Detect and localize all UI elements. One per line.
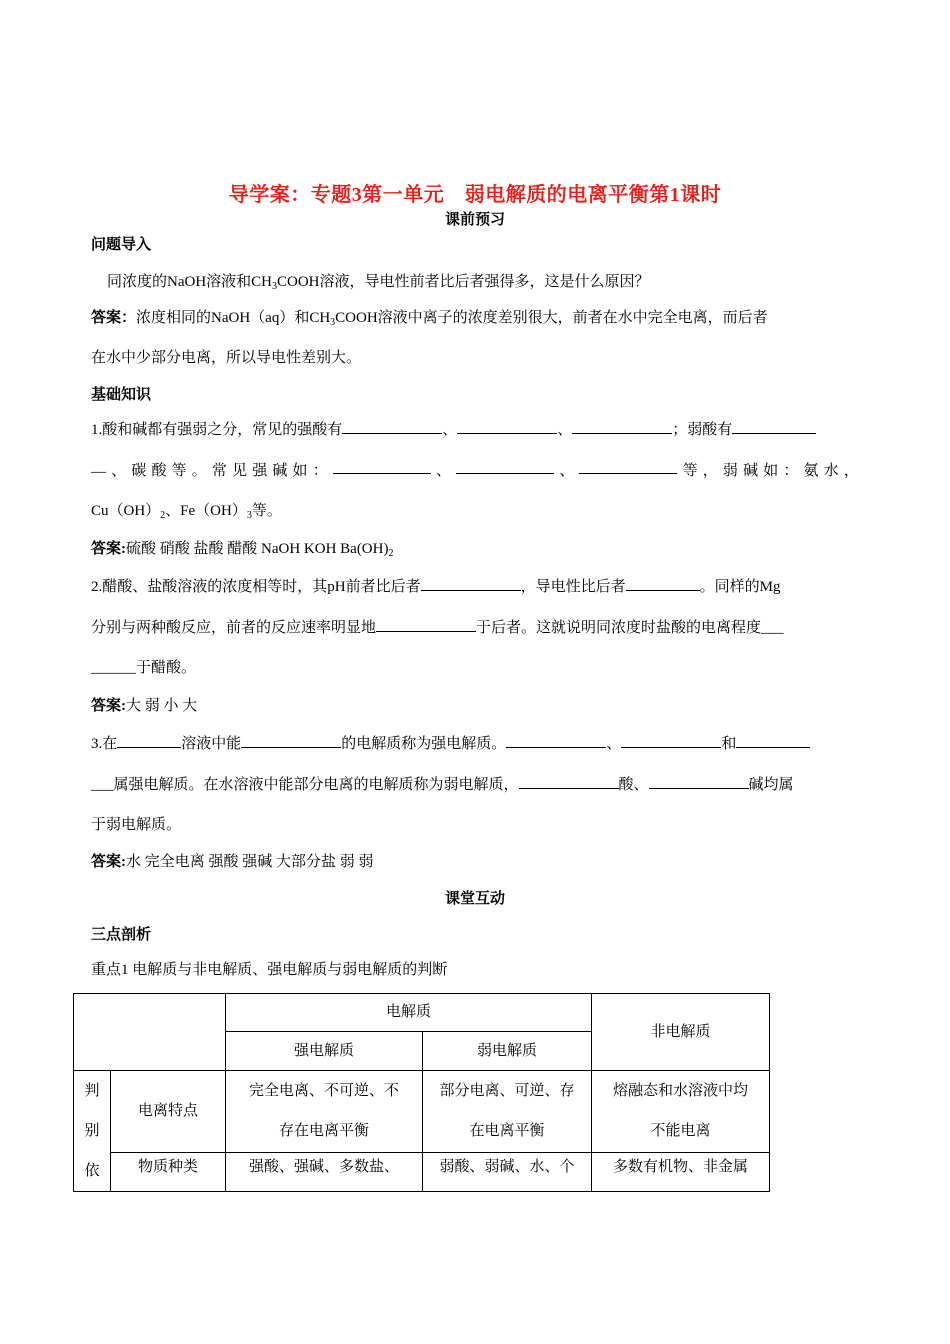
- header-electrolyte: 电解质: [226, 994, 592, 1032]
- row-ionization-label: 电离特点: [111, 1071, 226, 1153]
- intro-answer-line1: 答案：浓度相同的NaOH（aq）和$CH_3COOH$溶液中离子的浓度差别很大，前者在水中完全电离，而后者: [91, 310, 768, 328]
- cell-ionization-weak: 部分电离、可逆、存 在电离平衡: [423, 1071, 592, 1153]
- q1-line3: $Cu(OH)_2$、$Fe(OH)_3$等。: [91, 503, 282, 521]
- electrolyte-table: [73, 993, 770, 1192]
- header-strong: 强电解质: [226, 1032, 423, 1071]
- cell-ionization-non: 熔融态和水溶液中均 不能电离: [592, 1071, 770, 1153]
- cell-ionization-strong: 完全电离、不可逆、不 存在电离平衡: [226, 1071, 423, 1153]
- header-non-electrolyte: 非电解质: [592, 994, 770, 1071]
- header-weak: 弱电解质: [423, 1032, 592, 1071]
- intro-answer-line2: 在水中少部分电离，所以导电性差别大。: [91, 350, 362, 366]
- q2-line2: 分别与两种酸反应，前者的反应速率明显地 于后者。这就说明同浓度时盐酸的电离程度___: [91, 616, 784, 637]
- basis-label: 判 别 依: [74, 1071, 111, 1192]
- cell-substance-weak: 弱酸、弱碱、水、个: [423, 1152, 592, 1191]
- row-substance-label: 物质种类: [111, 1152, 226, 1191]
- q1-line1: 1.酸和碱都有强弱之分，常见的强酸有 、 、 ；弱酸有: [91, 418, 816, 439]
- analysis-heading: 三点剖析: [91, 927, 152, 943]
- key-point-1: 重点1 电解质与非电解质、强电解质与弱电解质的判断: [91, 962, 448, 978]
- answer-1: 答案:硫酸 硝酸 盐酸 醋酸 NaOH KOH $Ba(OH)_2$: [91, 541, 394, 559]
- q3-line2: ___属强电解质。在水溶液中能部分电离的电解质称为弱电解质， 酸、 碱均属: [91, 773, 794, 794]
- table-corner: [74, 994, 226, 1071]
- cell-substance-strong: 强酸、强碱、多数盐、: [226, 1152, 423, 1191]
- intro-heading: 问题导入: [91, 237, 152, 253]
- q3-line1: 3.在 溶液中能 的电解质称为强电解质。 、 和: [91, 732, 810, 753]
- q2-line1: 2.醋酸、盐酸溶液的浓度相等时，其pH前者比后者 ，导电性比后者 。同样的Mg: [91, 575, 780, 596]
- intro-question: 同浓度的NaOH溶液和$CH_3COOH$溶液，导电性前者比后者强得多，这是什么原因？: [107, 274, 650, 292]
- page-title: 导学案：专题3第一单元 弱电解质的电离平衡第1课时: [228, 184, 722, 206]
- q3-line3: 于弱电解质。: [91, 817, 182, 833]
- answer-2: 答案:大 弱 小 大: [91, 698, 198, 714]
- cell-substance-non: 多数有机物、非金属: [592, 1152, 770, 1191]
- basics-heading: 基础知识: [91, 387, 152, 403]
- section-heading-preview: 课前预习: [444, 212, 505, 228]
- q1-line2: __ 、 碳 酸 等 。 常 见 强 碱 如 ： 、 、 等 ， 弱 碱 如 ： 氨 水 ，: [91, 459, 859, 479]
- answer-3: 答案:水 完全电离 强酸 强碱 大部分盐 弱 弱: [91, 854, 374, 870]
- q2-line3: ______于醋酸。: [91, 660, 197, 676]
- section-heading-class: 课堂互动: [444, 891, 505, 907]
